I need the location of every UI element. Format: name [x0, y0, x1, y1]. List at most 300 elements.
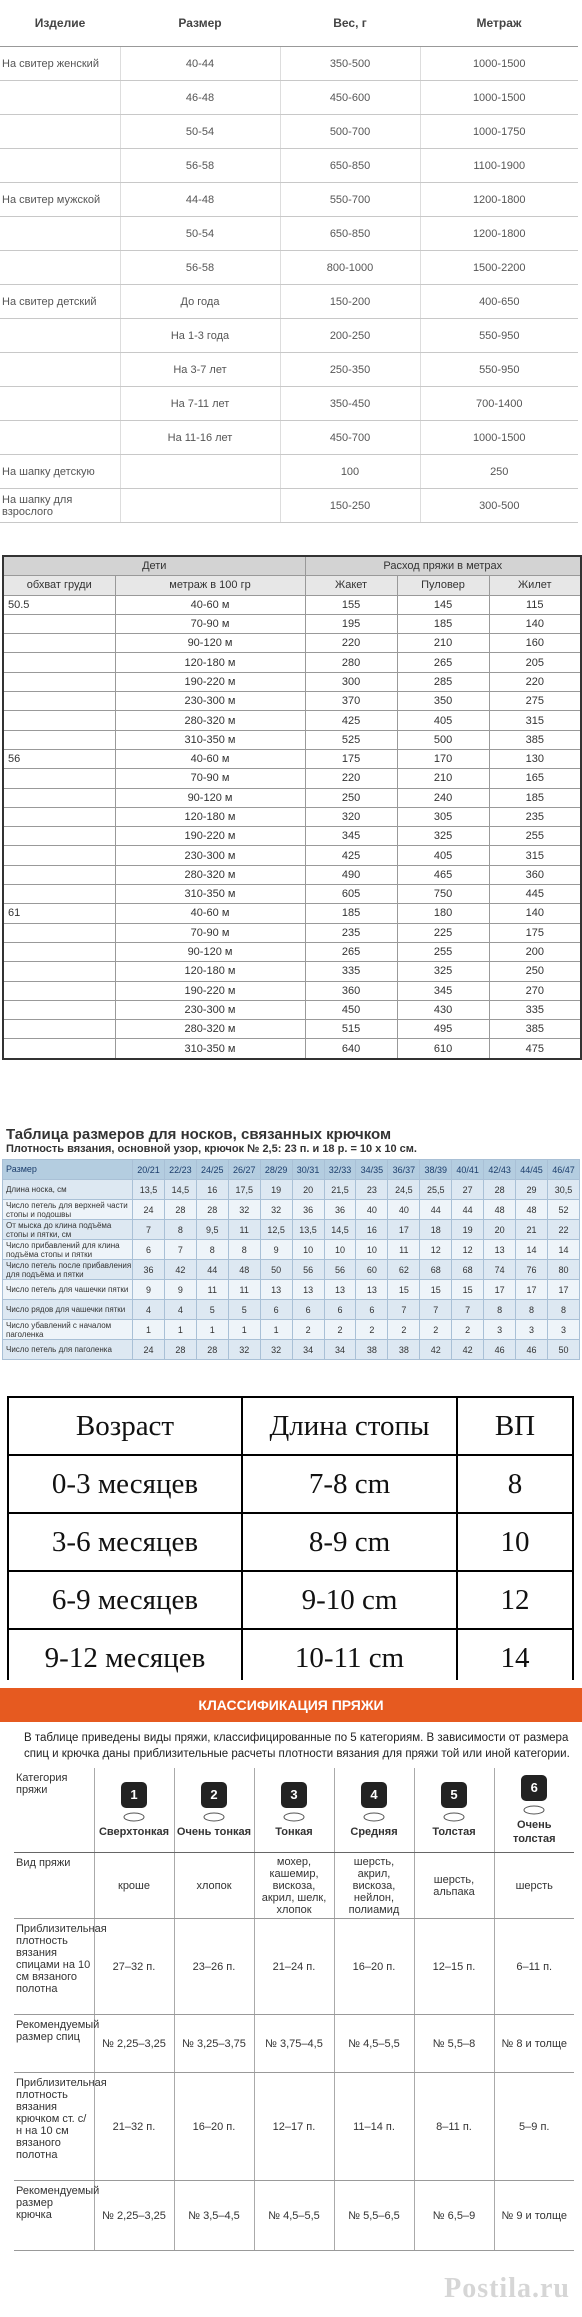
table-row	[0, 285, 578, 319]
table-cell: 21,5	[324, 1180, 356, 1200]
category-name: Тонкая	[275, 1825, 313, 1838]
table-cell: 515	[305, 1020, 397, 1039]
column-header-row	[3, 576, 581, 595]
table-cell: 190-220 м	[115, 827, 305, 846]
table-row	[3, 865, 581, 884]
table-cell: 12	[457, 1571, 573, 1629]
table-row	[3, 923, 581, 942]
table-cell: 7-8 cm	[242, 1455, 457, 1513]
table-cell: 130	[489, 749, 581, 768]
table-cell: 385	[489, 1020, 581, 1039]
table-cell: 0-3 месяцев	[8, 1455, 242, 1513]
table-cell: 335	[305, 962, 397, 981]
table-row	[3, 1280, 580, 1300]
table-cell: На шапку для взрослого	[0, 489, 120, 523]
table-cell: мохер, кашемир, вискоза, акрил, шелк, хлопок	[254, 1853, 334, 1919]
category-corner-label: Категория пряжи	[14, 1768, 94, 1853]
table-cell: 44	[452, 1200, 484, 1220]
table-cell: № 5,5–6,5	[334, 2181, 414, 2251]
table-cell: № 4,5–5,5	[254, 2181, 334, 2251]
size-cell: 30/31	[292, 1160, 324, 1180]
table-cell: 800-1000	[280, 251, 420, 285]
table-row	[0, 251, 578, 285]
classification-intro: В таблице приведены виды пряжи, классифицированные по 5 категориям. В зависимости от размера спиц и крючка даны приблизительные расчеты плотности вязания для пряжи той или иной категории.	[24, 1732, 570, 1760]
table-cell: 3-6 месяцев	[8, 1513, 242, 1571]
table-cell: 145	[397, 595, 489, 614]
table-cell: 42	[164, 1260, 196, 1280]
table-cell: 210	[397, 634, 489, 653]
table-cell: 265	[397, 653, 489, 672]
table-cell: 40	[388, 1200, 420, 1220]
table-cell: 235	[305, 923, 397, 942]
table-row	[3, 827, 581, 846]
table-cell: шерсть	[494, 1853, 574, 1919]
table-cell: 1	[196, 1320, 228, 1340]
group-header-kids: Дети	[3, 556, 305, 576]
chest-cell-empty	[3, 769, 115, 788]
table-cell: 42	[452, 1340, 484, 1360]
table-cell	[0, 115, 120, 149]
category-header	[334, 1768, 414, 1853]
table-cell: 3	[547, 1320, 579, 1340]
table-cell: 50-54	[120, 217, 280, 251]
table-row	[8, 1629, 573, 1680]
table-cell: 12	[452, 1240, 484, 1260]
table-cell: На свитер мужской	[0, 183, 120, 217]
table-cell: 7	[388, 1300, 420, 1320]
baby-foot-table	[7, 1396, 574, 1680]
chest-cell: 61	[3, 904, 115, 923]
table-cell: 46	[484, 1340, 516, 1360]
table-cell: 6	[324, 1300, 356, 1320]
category-name: Очень толстая	[512, 1818, 556, 1845]
table-cell: 300	[305, 672, 397, 691]
table-cell: 24	[133, 1200, 165, 1220]
table-cell: До года	[120, 285, 280, 319]
table-cell: 185	[397, 614, 489, 633]
table-cell: 16	[196, 1180, 228, 1200]
table-cell: 13	[356, 1280, 388, 1300]
table-cell: 270	[489, 981, 581, 1000]
table-cell: 305	[397, 807, 489, 826]
chest-cell-empty	[3, 634, 115, 653]
yarn-ball-icon	[443, 1812, 465, 1822]
table-cell: 44	[196, 1260, 228, 1280]
table-cell: 23–26 п.	[174, 1919, 254, 2015]
row-label: Число петель после прибавления для подъёма и пятки	[3, 1260, 133, 1280]
row-label: Вид пряжи	[14, 1853, 94, 1919]
chest-cell-empty	[3, 692, 115, 711]
table-cell: 28	[196, 1340, 228, 1360]
table-cell: 17	[388, 1220, 420, 1240]
table-cell: 32	[228, 1340, 260, 1360]
table-cell: 8	[457, 1455, 573, 1513]
table-cell: На свитер женский	[0, 47, 120, 81]
table-cell: 280-320 м	[115, 1020, 305, 1039]
baby-foot-section	[0, 1390, 582, 1680]
table-cell: 32	[228, 1200, 260, 1220]
size-cell: 20/21	[133, 1160, 165, 1180]
table-cell	[0, 81, 120, 115]
table-cell: 265	[305, 942, 397, 961]
table-cell: 210	[397, 769, 489, 788]
table-cell	[120, 455, 280, 489]
table-cell: 13,5	[133, 1180, 165, 1200]
table-cell: 490	[305, 865, 397, 884]
table-cell: 16–20 п.	[174, 2073, 254, 2181]
category-header-row	[14, 1768, 574, 1853]
chest-cell-empty	[3, 1020, 115, 1039]
table-cell: 8–11 п.	[414, 2073, 494, 2181]
table-cell: 255	[397, 942, 489, 961]
chest-cell-empty	[3, 788, 115, 807]
table-cell: 38	[388, 1340, 420, 1360]
table-cell: 17	[547, 1280, 579, 1300]
table-cell: 1000-1500	[420, 421, 578, 455]
table-cell: 370	[305, 692, 397, 711]
chest-cell-empty	[3, 1039, 115, 1059]
table-cell: 11	[228, 1280, 260, 1300]
table-row	[8, 1571, 573, 1629]
table-cell: 7	[452, 1300, 484, 1320]
table-cell: 120-180 м	[115, 962, 305, 981]
table-cell: 12	[420, 1240, 452, 1260]
table-cell: № 2,25–3,25	[94, 2181, 174, 2251]
table-cell: 8	[516, 1300, 548, 1320]
table-cell	[0, 387, 120, 421]
table-cell: 14,5	[324, 1220, 356, 1240]
table-cell: 36	[292, 1200, 324, 1220]
table-cell: 14	[516, 1240, 548, 1260]
table-cell: 56-58	[120, 149, 280, 183]
table-cell: 46	[516, 1340, 548, 1360]
table-cell	[0, 149, 120, 183]
category-header	[414, 1768, 494, 1853]
table-cell: 13	[484, 1240, 516, 1260]
column-header: Возраст	[8, 1397, 242, 1455]
table-cell: 29	[516, 1180, 548, 1200]
table-cell: 44-48	[120, 183, 280, 217]
table-cell: 14	[547, 1240, 579, 1260]
table-row	[3, 749, 581, 768]
sock-table-title: Таблица размеров для носков, связанных крючком	[6, 1126, 392, 1143]
table-cell: На 7-11 лет	[120, 387, 280, 421]
table-cell: 52	[547, 1200, 579, 1220]
category-header	[494, 1768, 574, 1853]
table-row	[0, 455, 578, 489]
table-cell: 150-250	[280, 489, 420, 523]
table-cell: 1	[164, 1320, 196, 1340]
table-cell: 240	[397, 788, 489, 807]
table-cell: 23	[356, 1180, 388, 1200]
table-row	[3, 730, 581, 749]
table-cell: 605	[305, 885, 397, 904]
row-label: Приблизительная плотность вязания крючком ст. с/н на 10 см вязаного полотна	[14, 2073, 94, 2181]
table-cell: 2	[420, 1320, 452, 1340]
table-cell: 550-950	[420, 353, 578, 387]
yarn-classification-table	[14, 1768, 574, 2251]
table-cell: 230-300 м	[115, 846, 305, 865]
table-cell: 310-350 м	[115, 730, 305, 749]
table-row	[3, 1300, 580, 1320]
table-cell: 550-700	[280, 183, 420, 217]
table-cell: 205	[489, 653, 581, 672]
table-cell: 7	[164, 1240, 196, 1260]
chest-cell-empty	[3, 923, 115, 942]
table-row	[3, 962, 581, 981]
table-row	[0, 115, 578, 149]
table-cell: 100	[280, 455, 420, 489]
table-cell: 6	[260, 1300, 292, 1320]
table-cell: 10	[324, 1240, 356, 1260]
table-cell: 18	[420, 1220, 452, 1240]
table-row	[0, 47, 578, 81]
table-cell: 32	[260, 1200, 292, 1220]
table-cell: № 3,75–4,5	[254, 2015, 334, 2073]
table-cell: 40-44	[120, 47, 280, 81]
table-cell: 160	[489, 634, 581, 653]
table-cell: 70-90 м	[115, 923, 305, 942]
table-cell: 48	[516, 1200, 548, 1220]
table-cell: № 9 и толще	[494, 2181, 574, 2251]
table-cell: 4	[164, 1300, 196, 1320]
table-row	[3, 1240, 580, 1260]
table-row	[3, 1180, 580, 1200]
table-cell: № 3,5–4,5	[174, 2181, 254, 2251]
table-cell: 11–14 п.	[334, 2073, 414, 2181]
table-cell: 36	[324, 1200, 356, 1220]
table-cell: 500	[397, 730, 489, 749]
table-cell: 14,5	[164, 1180, 196, 1200]
chest-cell-empty	[3, 672, 115, 691]
table-cell: 21–32 п.	[94, 2073, 174, 2181]
table-cell: 8	[196, 1240, 228, 1260]
category-name: Средняя	[350, 1825, 398, 1838]
sock-table-subtitle: Плотность вязания, основной узор, крючок № 2,5: 23 п. и 18 р. = 10 х 10 см.	[6, 1143, 417, 1155]
table-header-row	[0, 0, 578, 47]
table-cell: 1	[260, 1320, 292, 1340]
row-label: Число убавлений с началом паголенка	[3, 1320, 133, 1340]
table-cell: 80	[547, 1260, 579, 1280]
table-row	[0, 217, 578, 251]
table-cell: 1200-1800	[420, 183, 578, 217]
yarn-ball-icon	[363, 1812, 385, 1822]
table-row	[0, 421, 578, 455]
table-row	[3, 1000, 581, 1019]
table-cell: 38	[356, 1340, 388, 1360]
table-cell: 27–32 п.	[94, 1919, 174, 2015]
size-header-row	[3, 1160, 580, 1180]
table-cell	[0, 319, 120, 353]
table-row	[14, 1919, 574, 2015]
table-cell: 190-220 м	[115, 981, 305, 1000]
table-cell: 350-450	[280, 387, 420, 421]
column-header: Жакет	[305, 576, 397, 595]
table-cell: 1000-1500	[420, 81, 578, 115]
table-cell: 1000-1750	[420, 115, 578, 149]
row-label: Число петель для чашечки пятки	[3, 1280, 133, 1300]
table-cell: 10	[356, 1240, 388, 1260]
table-cell: 13,5	[292, 1220, 324, 1240]
table-cell: 250	[420, 455, 578, 489]
table-cell: 405	[397, 711, 489, 730]
sock-size-table	[2, 1159, 580, 1360]
chest-cell-empty	[3, 962, 115, 981]
table-cell: 280-320 м	[115, 711, 305, 730]
row-label: Число прибавлений для клина подъёма стопы и пятки	[3, 1240, 133, 1260]
table-cell: 17	[516, 1280, 548, 1300]
table-cell: 48	[484, 1200, 516, 1220]
table-cell: 36	[133, 1260, 165, 1280]
table-cell: 40	[356, 1200, 388, 1220]
table-cell: 5–9 п.	[494, 2073, 574, 2181]
table-cell: 9	[164, 1280, 196, 1300]
yarn-ball-icon	[283, 1812, 305, 1822]
table-cell: 9	[133, 1280, 165, 1300]
table-cell: 19	[260, 1180, 292, 1200]
column-header: Длина стопы	[242, 1397, 457, 1455]
table-row	[0, 319, 578, 353]
table-cell: 5	[196, 1300, 228, 1320]
table-row	[0, 387, 578, 421]
table-cell: № 5,5–8	[414, 2015, 494, 2073]
table-cell: 44	[420, 1200, 452, 1220]
chest-cell-empty	[3, 981, 115, 1000]
table-cell: 1	[133, 1320, 165, 1340]
table-row	[3, 595, 581, 614]
category-name: Очень тонкая	[176, 1825, 252, 1838]
kids-yarn-consumption-table	[2, 555, 582, 1060]
size-label: Размер	[3, 1160, 133, 1180]
table-cell: 1000-1500	[420, 47, 578, 81]
table-cell	[0, 217, 120, 251]
table-cell: 8	[164, 1220, 196, 1240]
chest-cell-empty	[3, 846, 115, 865]
table-cell: 425	[305, 711, 397, 730]
table-cell: 360	[305, 981, 397, 1000]
table-cell: 2	[324, 1320, 356, 1340]
table-cell: 42	[420, 1340, 452, 1360]
table-cell: 46-48	[120, 81, 280, 115]
table-cell: 19	[452, 1220, 484, 1240]
table-cell: 17	[484, 1280, 516, 1300]
table-cell: 13	[260, 1280, 292, 1300]
table-cell: 155	[305, 595, 397, 614]
table-cell: 13	[324, 1280, 356, 1300]
table-cell: 2	[356, 1320, 388, 1340]
chest-cell-empty	[3, 711, 115, 730]
table-cell: 14	[457, 1629, 573, 1680]
table-cell: 6	[356, 1300, 388, 1320]
size-cell: 36/37	[388, 1160, 420, 1180]
table-row	[3, 634, 581, 653]
table-cell: 50-54	[120, 115, 280, 149]
table-cell: 15	[452, 1280, 484, 1300]
table-cell: 40-60 м	[115, 595, 305, 614]
column-header: ВП	[457, 1397, 573, 1455]
table-cell: 425	[305, 846, 397, 865]
size-cell: 38/39	[420, 1160, 452, 1180]
table-row	[3, 1039, 581, 1059]
table-cell: 34	[292, 1340, 324, 1360]
category-number-badge: 1	[121, 1782, 147, 1808]
table-cell: 465	[397, 865, 489, 884]
table-cell: 220	[489, 672, 581, 691]
table-cell: 9-10 cm	[242, 1571, 457, 1629]
table-cell: 40-60 м	[115, 749, 305, 768]
table-cell: 310-350 м	[115, 1039, 305, 1059]
row-label: Число петель для паголенка	[3, 1340, 133, 1360]
table-cell: 250-350	[280, 353, 420, 387]
table-row	[3, 692, 581, 711]
table-cell: 6-9 месяцев	[8, 1571, 242, 1629]
size-cell: 32/33	[324, 1160, 356, 1180]
size-cell: 34/35	[356, 1160, 388, 1180]
table-cell: 650-850	[280, 149, 420, 183]
table-cell: 640	[305, 1039, 397, 1059]
table-cell: 22	[547, 1220, 579, 1240]
table-cell: 56	[292, 1260, 324, 1280]
table-cell: 345	[397, 981, 489, 1000]
table-cell: 21	[516, 1220, 548, 1240]
row-label: Число петель для верхней части стопы и подошвы	[3, 1200, 133, 1220]
row-label: Длина носка, см	[3, 1180, 133, 1200]
column-header: метраж в 100 гр	[115, 576, 305, 595]
table-cell: кроше	[94, 1853, 174, 1919]
table-cell: 11	[388, 1240, 420, 1260]
table-cell: шерсть, альпака	[414, 1853, 494, 1919]
table-cell: 8-9 cm	[242, 1513, 457, 1571]
table-cell: шерсть, акрил, вискоза, нейлон, полиамид	[334, 1853, 414, 1919]
table-cell: 74	[484, 1260, 516, 1280]
chest-cell-empty	[3, 942, 115, 961]
table-cell: 150-200	[280, 285, 420, 319]
table-cell: хлопок	[174, 1853, 254, 1919]
table-cell: 175	[305, 749, 397, 768]
category-number-badge: 6	[521, 1775, 547, 1801]
table-cell: 24	[133, 1340, 165, 1360]
size-cell: 22/23	[164, 1160, 196, 1180]
table-cell: 225	[397, 923, 489, 942]
table-row	[3, 904, 581, 923]
table-cell: 120-180 м	[115, 807, 305, 826]
table-cell: 7	[420, 1300, 452, 1320]
table-cell: 8	[484, 1300, 516, 1320]
table-cell: 450	[305, 1000, 397, 1019]
table-cell: 185	[489, 788, 581, 807]
table-cell: № 2,25–3,25	[94, 2015, 174, 2073]
table-cell: 405	[397, 846, 489, 865]
column-header: Пуловер	[397, 576, 489, 595]
table-cell: 1200-1800	[420, 217, 578, 251]
table-cell: 2	[452, 1320, 484, 1340]
table-cell	[0, 251, 120, 285]
table-cell: 350-500	[280, 47, 420, 81]
table-row	[3, 942, 581, 961]
table-cell: 235	[489, 807, 581, 826]
chest-cell-empty	[3, 730, 115, 749]
table-cell: 195	[305, 614, 397, 633]
table-cell: 650-850	[280, 217, 420, 251]
table-cell: 500-700	[280, 115, 420, 149]
chest-cell-empty	[3, 653, 115, 672]
table-cell: 6	[133, 1240, 165, 1260]
table-cell	[120, 489, 280, 523]
table-cell: 445	[489, 885, 581, 904]
table-row	[3, 1020, 581, 1039]
table-cell: 16	[356, 1220, 388, 1240]
category-name: Толстая	[432, 1825, 476, 1838]
